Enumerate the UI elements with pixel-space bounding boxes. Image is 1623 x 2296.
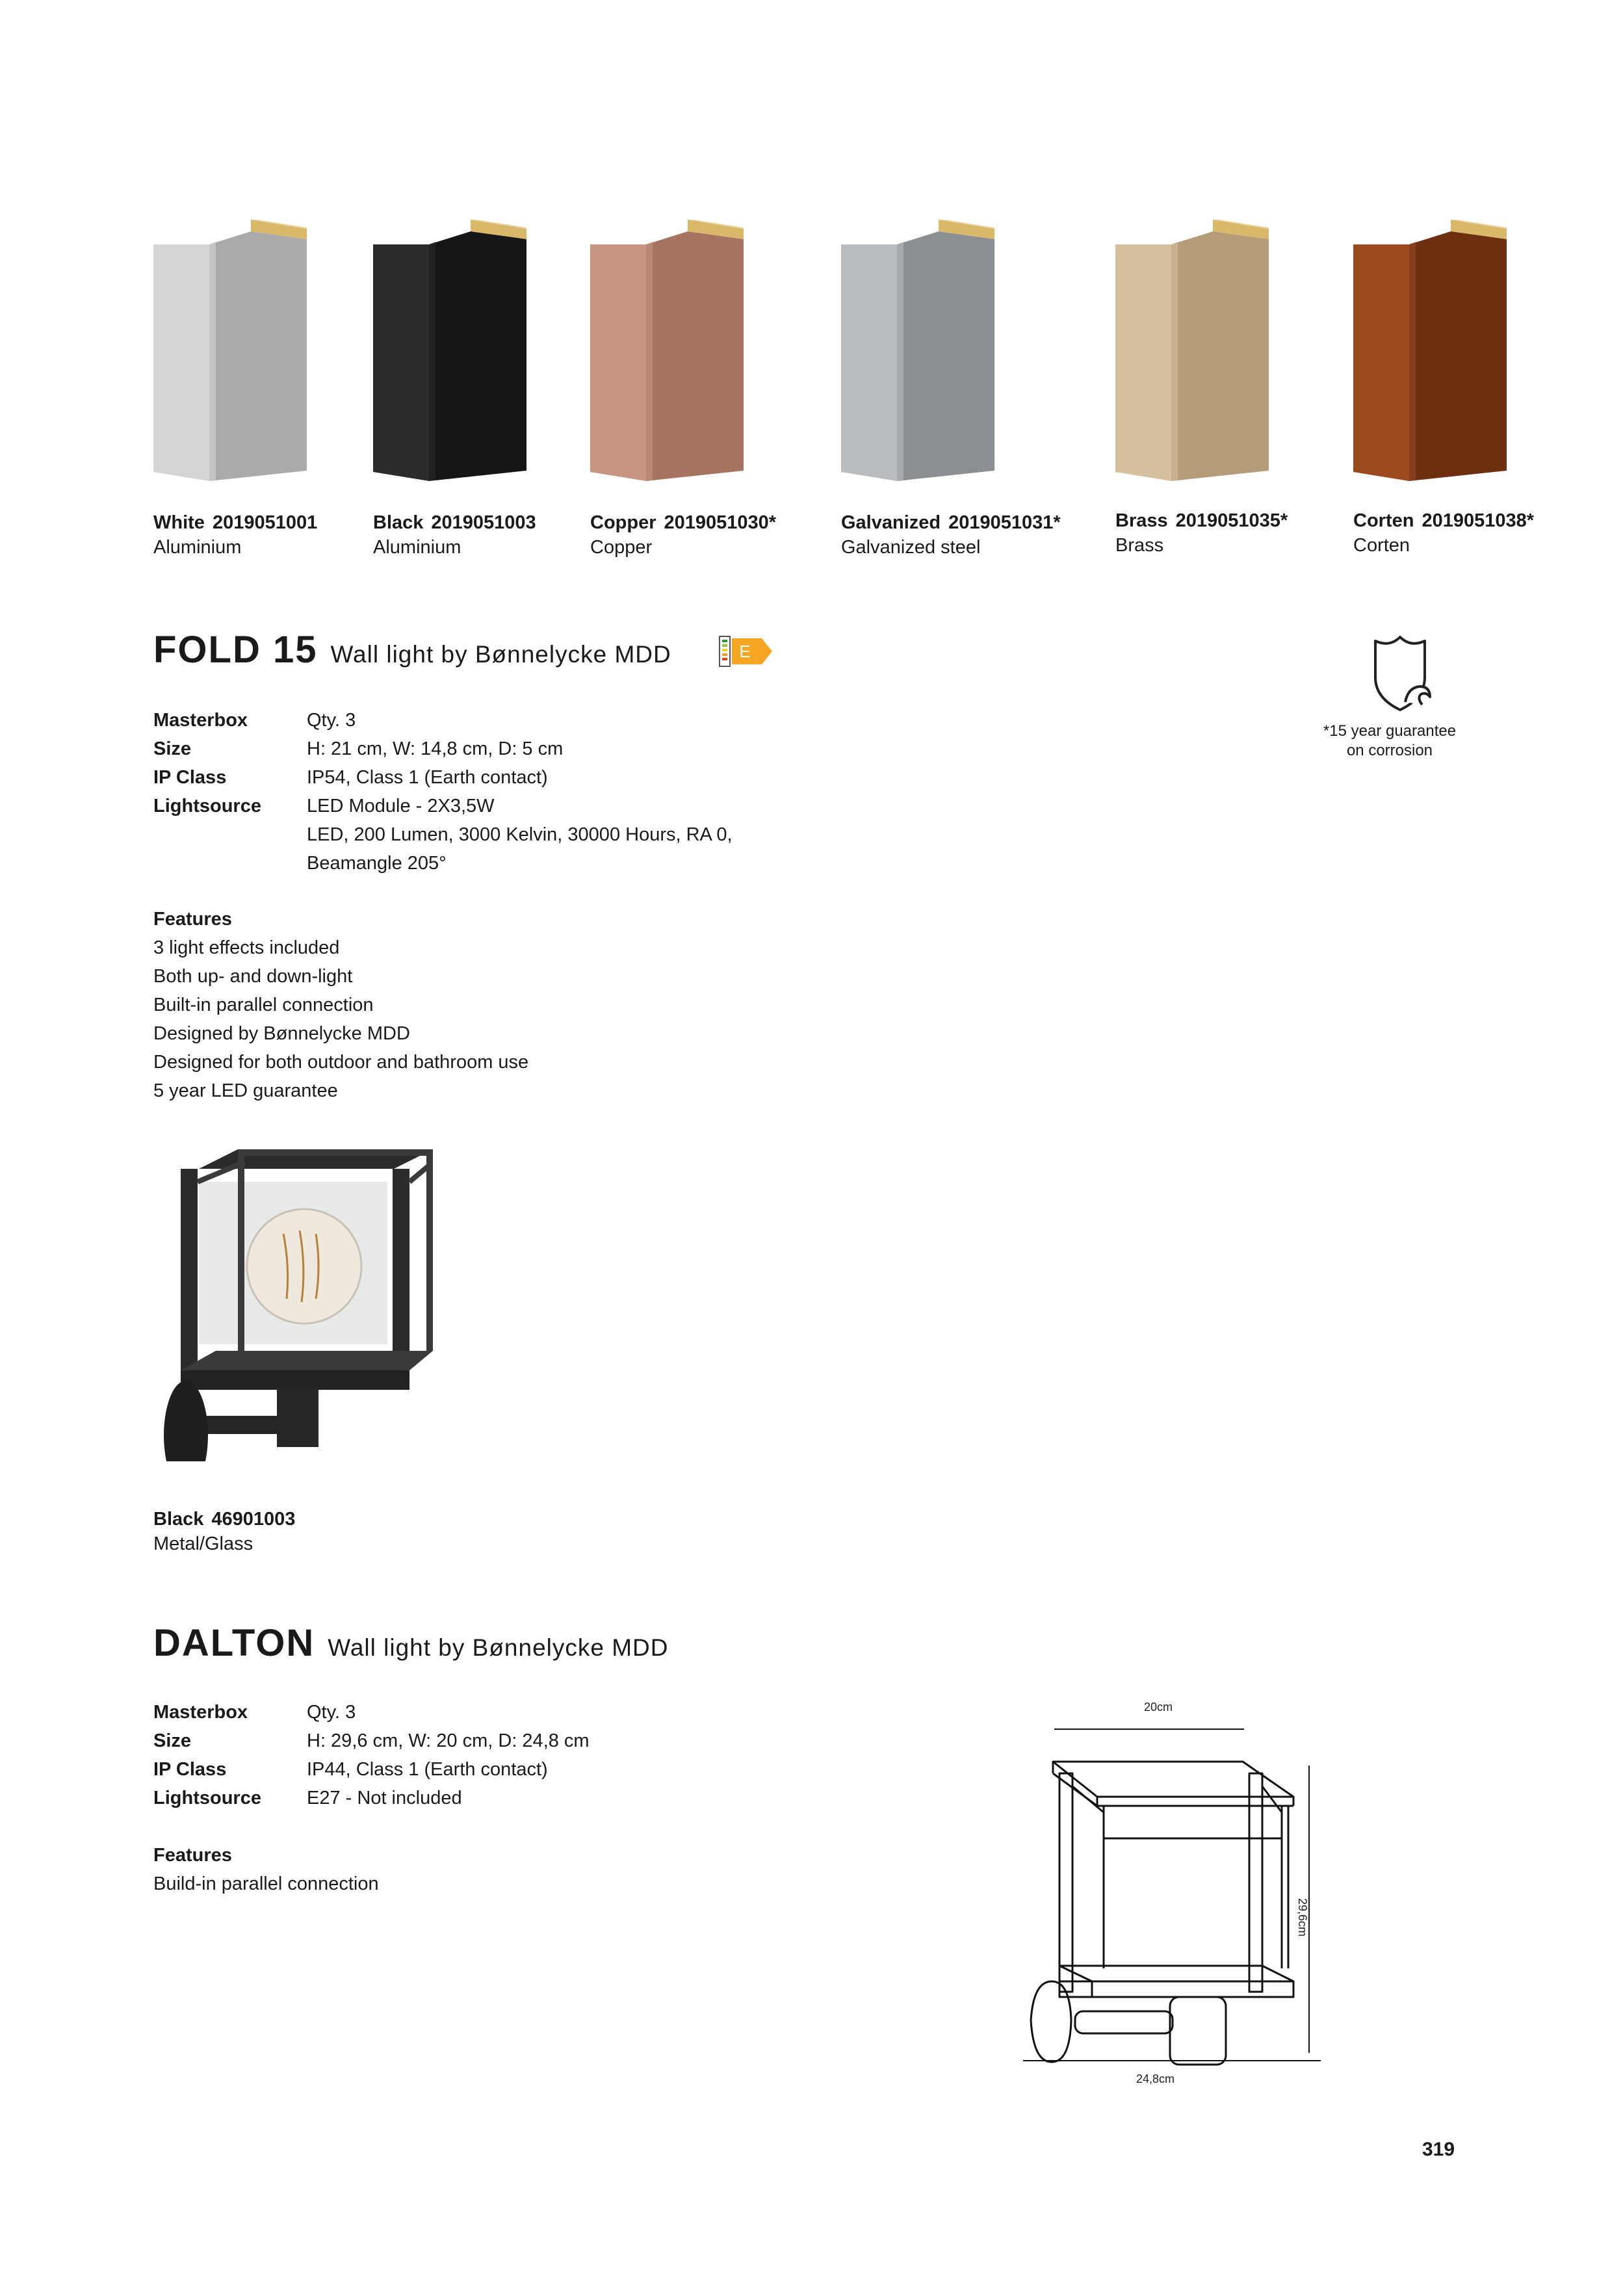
list-item: Built-in parallel connection (153, 995, 374, 1015)
dalton-subtitle: Wall light by Bønnelycke MDD (328, 1634, 669, 1661)
corrosion-guarantee-note: *15 year guarantee on corrosion (1323, 722, 1457, 759)
variant-label-black: Black 2019051003 Aluminium (373, 512, 536, 558)
spec-row: Masterbox Qty. 3 (153, 710, 356, 731)
fold15-swatch-white (153, 220, 307, 481)
variant-label-brass: Brass 2019051035* Brass (1115, 510, 1288, 556)
spec-row: Lightsource LED Module - 2X3,5W LED, 200 Lumen, 3000 Kelvin, 30000 Hours, RA 0, Beamangle 205° (153, 796, 733, 874)
fold15-title: FOLD 15 (153, 629, 318, 671)
list-item: Build-in parallel connection (153, 1873, 379, 1894)
dalton-spec-table (153, 1698, 590, 1812)
list-item: 5 year LED guarantee (153, 1080, 338, 1101)
variant-label-corten: Corten 2019051038* Corten (1353, 510, 1535, 556)
spec-row: Masterbox Qty. 3 (153, 1702, 356, 1723)
fold15-swatch-galvanized (841, 220, 994, 481)
fold15-spec-table (153, 706, 733, 878)
fold15-features: Features 3 light effects included Both up- and down-light Built-in parallel connection Designed by Bønnelycke MDD Designed for both outdoor and bathroom use 5 year LED guarantee (153, 905, 528, 1105)
variant-label-copper: Copper 2019051030* Copper (590, 512, 777, 558)
dimension-height: 29,6cm (1296, 1898, 1309, 1937)
dalton-heading (153, 1621, 669, 1665)
spec-row: Size H: 21 cm, W: 14,8 cm, D: 5 cm (153, 738, 564, 759)
variant-label-dalton-black: Black 46901003 Metal/Glass (153, 1509, 296, 1554)
list-item: 3 light effects included (153, 937, 340, 958)
dalton-product-photo (153, 1136, 433, 1461)
dimension-depth: 24,8cm (1136, 2072, 1175, 2085)
dimension-width: 20cm (1144, 1701, 1173, 1714)
fold15-swatch-corten (1353, 220, 1507, 481)
fold15-swatch-black (373, 220, 526, 481)
dalton-title: DALTON (153, 1622, 315, 1664)
page-number: 319 (1422, 2139, 1455, 2160)
fold15-subtitle: Wall light by Bønnelycke MDD (330, 641, 671, 668)
fold15-heading (153, 628, 671, 672)
list-item: Designed by Bønnelycke MDD (153, 1023, 410, 1044)
dalton-dimension-drawing (1020, 1708, 1345, 2085)
list-item: Both up- and down-light (153, 966, 353, 987)
fold15-swatch-copper (590, 220, 744, 481)
energy-class: E (739, 642, 751, 661)
variant-label-galvanized: Galvanized 2019051031* Galvanized steel (841, 512, 1061, 558)
shield-wave-icon (1349, 634, 1434, 714)
list-item: Designed for both outdoor and bathroom use (153, 1052, 529, 1073)
dalton-features: Features Build-in parallel connection (153, 1841, 379, 1898)
fold15-swatch-brass (1115, 220, 1269, 481)
spec-row: IP Class IP44, Class 1 (Earth contact) (153, 1759, 548, 1780)
spec-row: Size H: 29,6 cm, W: 20 cm, D: 24,8 cm (153, 1730, 590, 1751)
energy-label-icon (719, 636, 773, 672)
spec-row: Lightsource E27 - Not included (153, 1788, 462, 1808)
variant-label-white: White 2019051001 Aluminium (153, 512, 318, 558)
spec-row: IP Class IP54, Class 1 (Earth contact) (153, 767, 548, 788)
